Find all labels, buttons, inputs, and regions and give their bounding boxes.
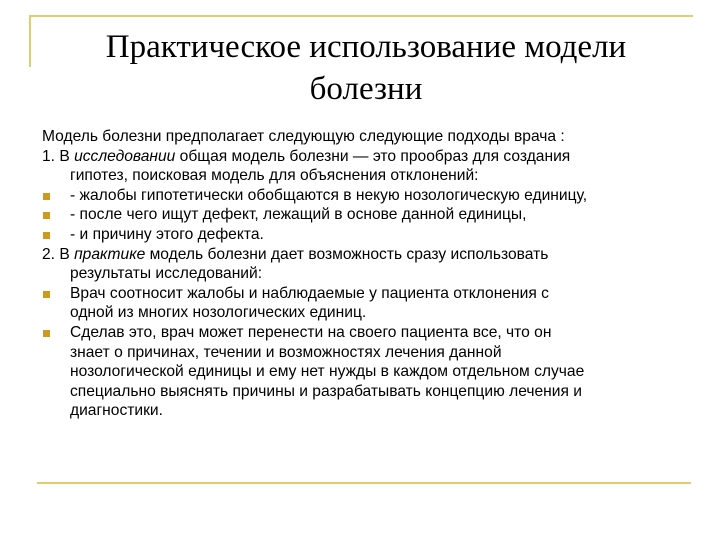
bullet-text: - и причину этого дефекта. xyxy=(70,225,264,243)
list-item xyxy=(42,186,702,206)
bullet-text-line: специально выяснять причины и разрабатывать концепцию лечения и xyxy=(70,382,582,400)
item-2-rest: модель болезни дает возможность сразу использовать xyxy=(145,245,549,263)
item-1-line xyxy=(42,147,702,167)
square-bullet-icon xyxy=(43,193,50,200)
item-1-continuation: гипотез, поисковая модель для объяснения отклонений: xyxy=(70,167,479,185)
square-bullet-icon xyxy=(43,291,50,298)
bullet-text-line: одной из многих нозологических единиц. xyxy=(70,304,367,322)
item-2-prefix: 2. В xyxy=(42,245,75,263)
bullet-text-line: Сделав это, врач может перенести на своего пациента все, что он xyxy=(70,323,552,341)
bullet-text-line: диагностики. xyxy=(70,402,163,420)
item-1-emphasis: исследовании xyxy=(74,147,176,165)
frame-left-rule xyxy=(29,15,31,67)
frame-top-rule xyxy=(29,15,693,17)
list-item xyxy=(42,284,702,323)
bullet-text-line: Врач соотносит жалобы и наблюдаемые у пациента отклонения с xyxy=(70,284,549,302)
slide-title-line-1: Практическое использование модели xyxy=(105,29,627,65)
frame-bottom-rule xyxy=(37,482,691,484)
list-item xyxy=(42,323,702,421)
item-2-emphasis: практике xyxy=(74,245,146,263)
slide-body xyxy=(42,127,702,421)
slide-title-line-2: болезни xyxy=(309,71,423,107)
bullet-text: - жалобы гипотетически обобщаются в некую нозологическую единицу, xyxy=(70,186,588,204)
bullet-text-line: знает о причинах, течении и возможностях лечения данной xyxy=(70,343,502,361)
square-bullet-icon xyxy=(43,212,50,219)
item-1-prefix: 1. В xyxy=(42,147,75,165)
square-bullet-icon xyxy=(43,330,50,337)
list-item xyxy=(42,225,702,245)
item-2-continuation: результаты исследований: xyxy=(70,265,263,283)
bullet-text-line: нозологической единицы и ему нет нужды в каждом отдельном случае xyxy=(70,363,585,381)
item-1-rest: общая модель болезни — это прообраз для создания xyxy=(175,147,571,165)
square-bullet-icon xyxy=(43,232,50,239)
intro-text: Модель болезни предполагает следующую следующие подходы врача : xyxy=(42,128,565,145)
bullet-text: - после чего ищут дефект, лежащий в основе данной единицы, xyxy=(70,206,527,224)
list-item xyxy=(42,205,702,225)
slide-title xyxy=(40,26,692,110)
item-2-line xyxy=(42,245,702,265)
